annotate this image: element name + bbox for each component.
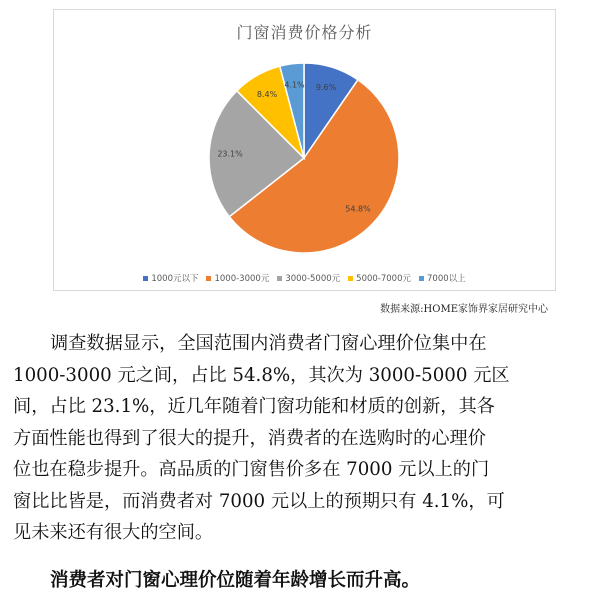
section-subheading: 消费者对门窗心理价位随着年龄增长而升高。	[50, 570, 421, 591]
legend-swatch	[277, 276, 282, 281]
paragraph-line: 间，占比 23.1%，近几年随着门窗功能和材质的创新，其各	[13, 396, 495, 417]
pie-label-4: 8.4%	[256, 89, 278, 99]
legend-item-2	[206, 272, 269, 284]
pie-chart	[54, 10, 557, 272]
chart-title: 门窗消费价格分析	[236, 23, 373, 42]
paragraph-line: 调查数据显示，全国范围内消费者门窗心理价位集中在	[50, 333, 487, 354]
body-paragraph	[13, 328, 593, 549]
chart-frame	[53, 9, 556, 291]
paragraph-line: 1000-3000 元之间，占比 54.8%，其次为 3000-5000 元区	[13, 364, 510, 386]
pie-label-3: 23.1%	[217, 149, 243, 159]
chart-legend	[54, 272, 555, 284]
legend-swatch	[419, 276, 424, 281]
legend-label: 7000以上	[427, 274, 466, 284]
legend-label: 3000-5000元	[285, 274, 341, 284]
source-note: 数据来源:HOME家饰界家居研究中心	[380, 304, 548, 315]
legend-label: 5000-7000元	[356, 274, 412, 284]
legend-item-1	[143, 272, 198, 284]
legend-label: 1000元以下	[151, 274, 199, 284]
legend-item-4	[348, 272, 411, 284]
legend-swatch	[143, 276, 148, 281]
paragraph-line: 见未来还有很大的空间。	[13, 522, 214, 543]
pie-label-2: 54.8%	[345, 204, 371, 214]
pie-label-1: 9.6%	[315, 83, 337, 93]
paragraph-line: 位也在稳步提升。高品质的门窗售价多在 7000 元以上的门	[13, 459, 490, 480]
legend-item-5	[419, 272, 466, 284]
paragraph-line: 方面性能也得到了很大的提升，消费者的在选购时的心理价	[13, 427, 486, 449]
legend-label: 1000-3000元	[214, 274, 270, 284]
paragraph-line: 窗比比皆是，而消费者对 7000 元以上的预期只有 4.1%，可	[13, 490, 505, 512]
legend-item-3	[277, 272, 340, 284]
pie-label-5: 4.1%	[284, 80, 305, 90]
legend-swatch	[348, 276, 353, 281]
legend-swatch	[206, 276, 211, 281]
